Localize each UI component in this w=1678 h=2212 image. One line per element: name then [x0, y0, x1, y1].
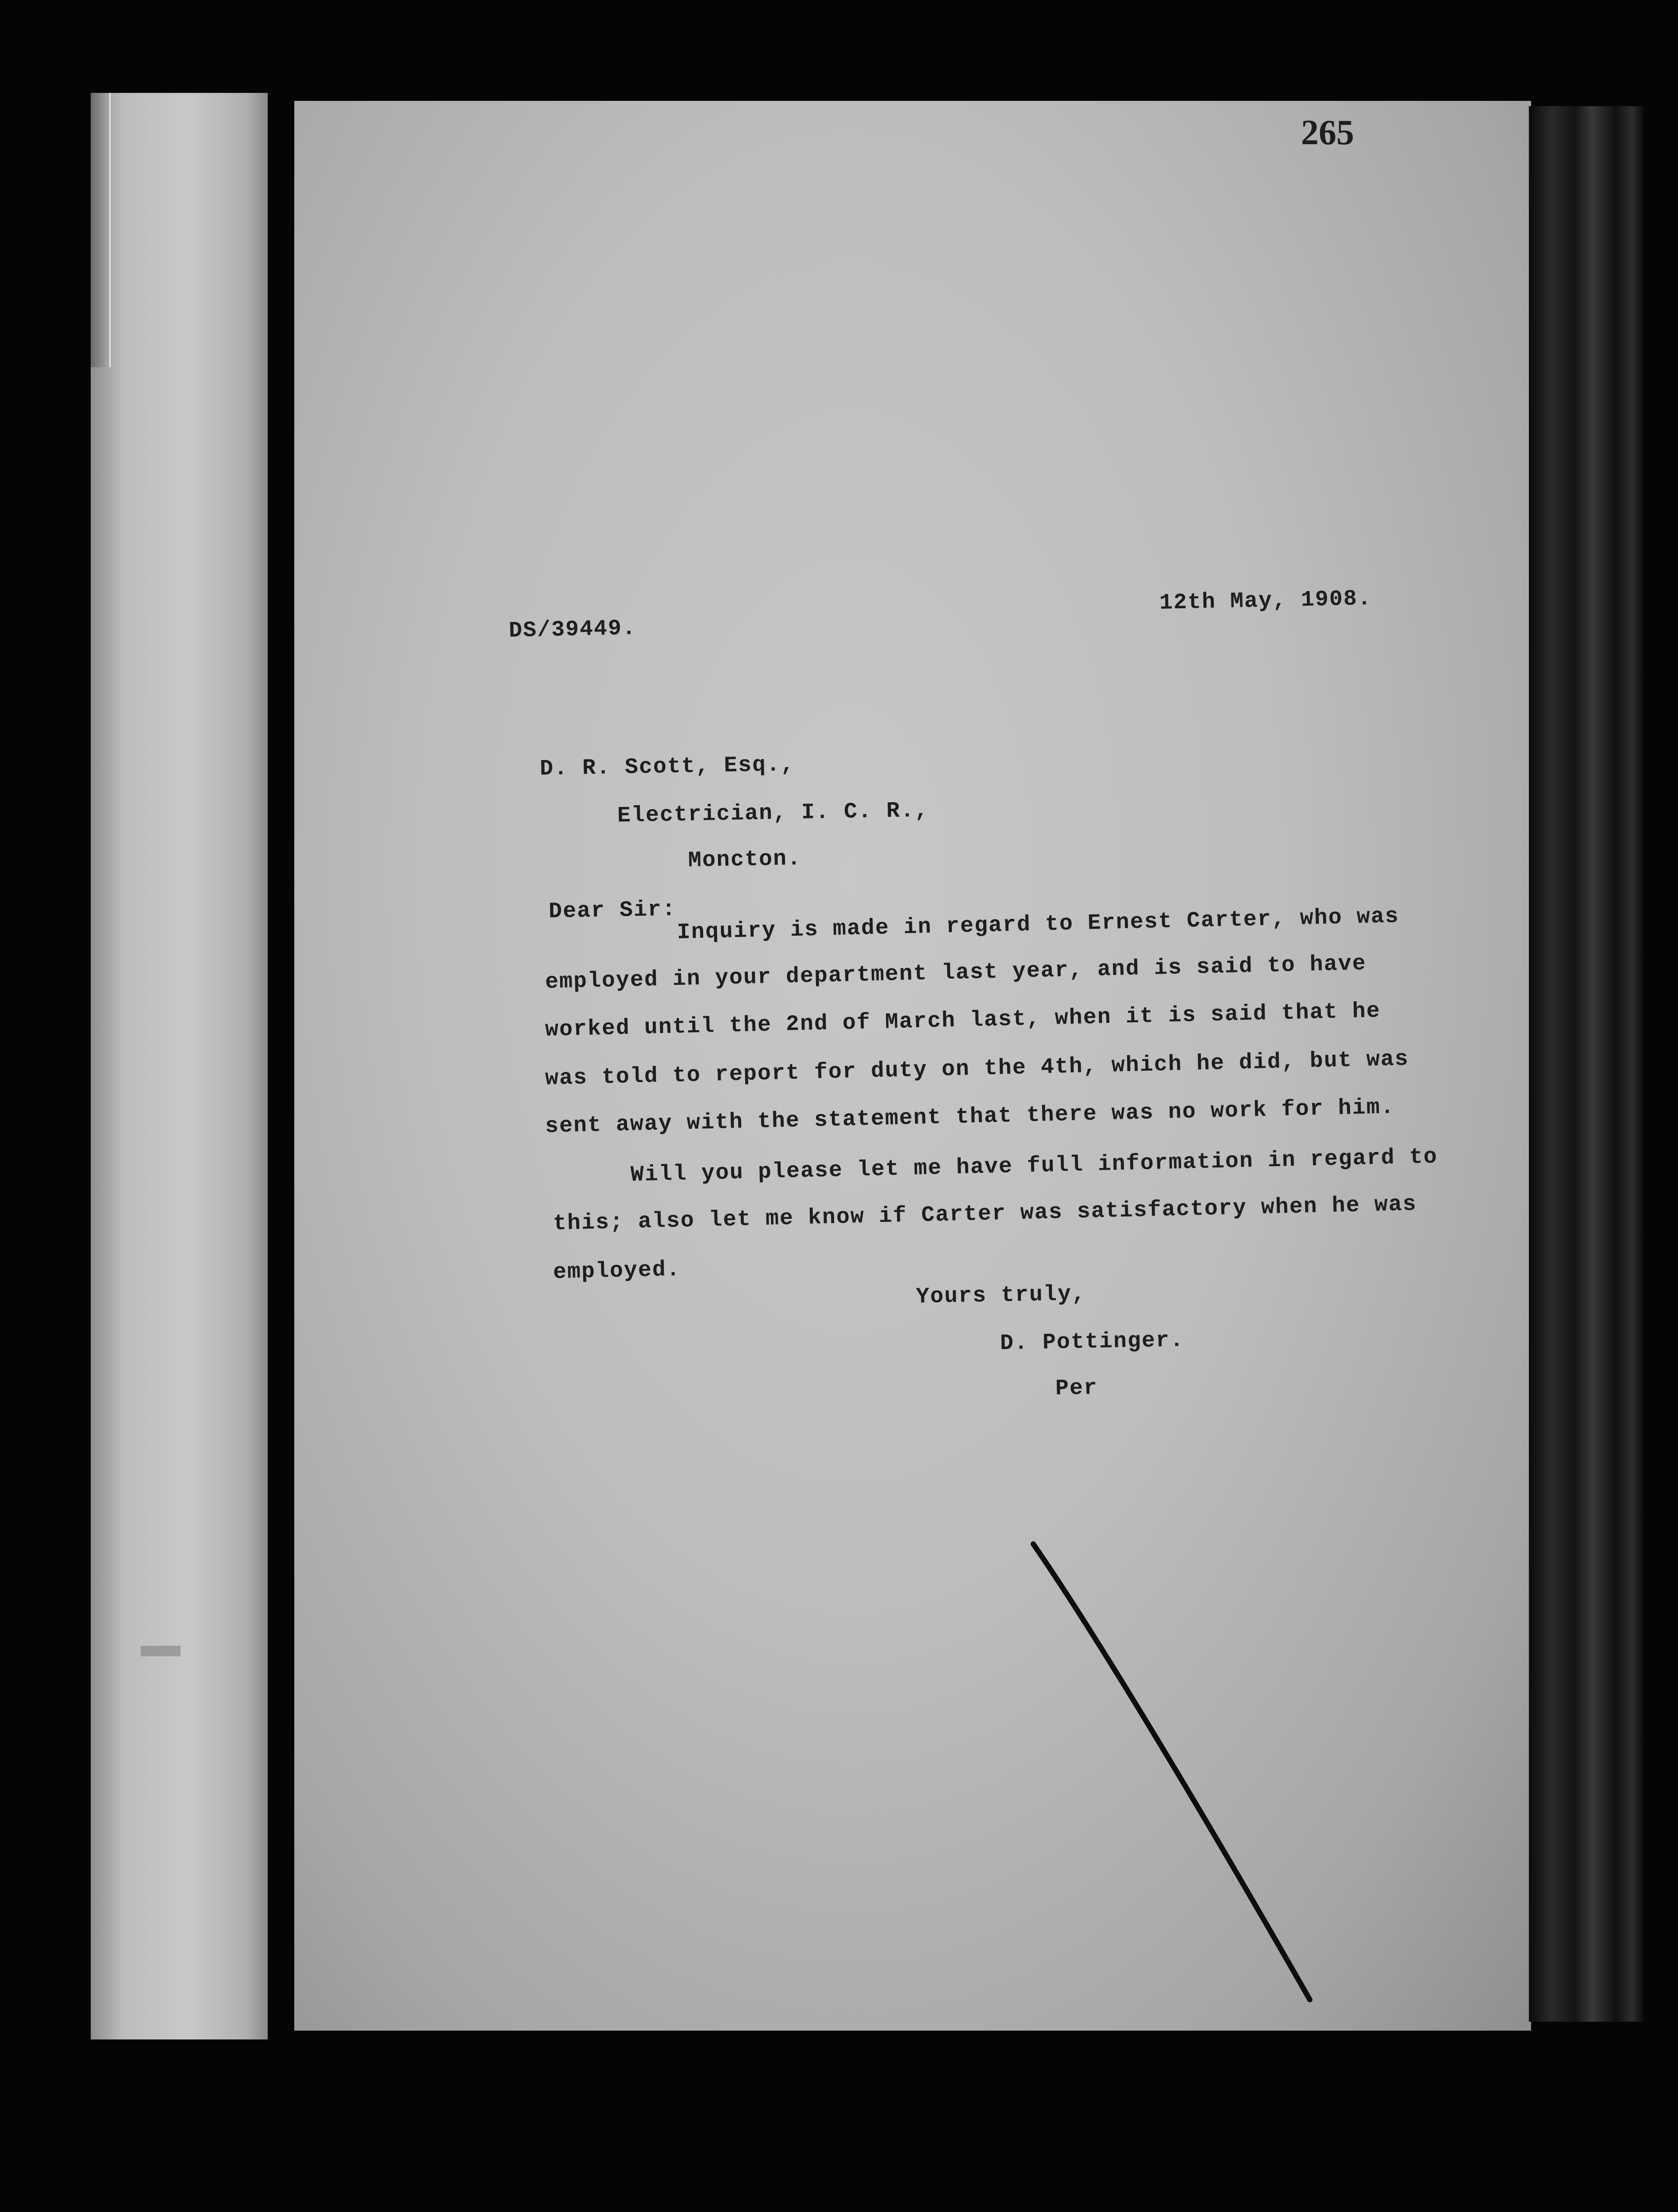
body-line: worked until the 2nd of March last, when it is said that he [545, 998, 1381, 1043]
file-reference: DS/39449. [508, 615, 637, 644]
body-line: sent away with the statement that there was no work for him. [545, 1094, 1395, 1139]
page-number: 265 [1301, 113, 1354, 152]
body-line: Will you please let me have full information in regard to [630, 1144, 1438, 1188]
body-line: employed. [553, 1257, 681, 1285]
body-line: Inquiry is made in regard to Ernest Carter, who was [677, 903, 1400, 945]
closing: Yours truly, [916, 1281, 1086, 1310]
addressee-city: Moncton. [688, 846, 802, 874]
signer-name: D. Pottinger. [1000, 1328, 1185, 1356]
body-line: this; also let me know if Carter was satisfactory when he was [553, 1191, 1417, 1237]
addressee-name: D. R. Scott, Esq., [539, 752, 795, 782]
salutation: Dear Sir: [548, 897, 677, 925]
addressee-title: Electrician, I. C. R., [617, 798, 929, 829]
per-line: Per [1055, 1375, 1098, 1402]
body-line: employed in your department last year, and is said to have [545, 951, 1367, 995]
letter-date: 12th May, 1908. [1159, 586, 1372, 616]
body-line: was told to report for duty on the 4th, which he did, but was [545, 1046, 1409, 1091]
